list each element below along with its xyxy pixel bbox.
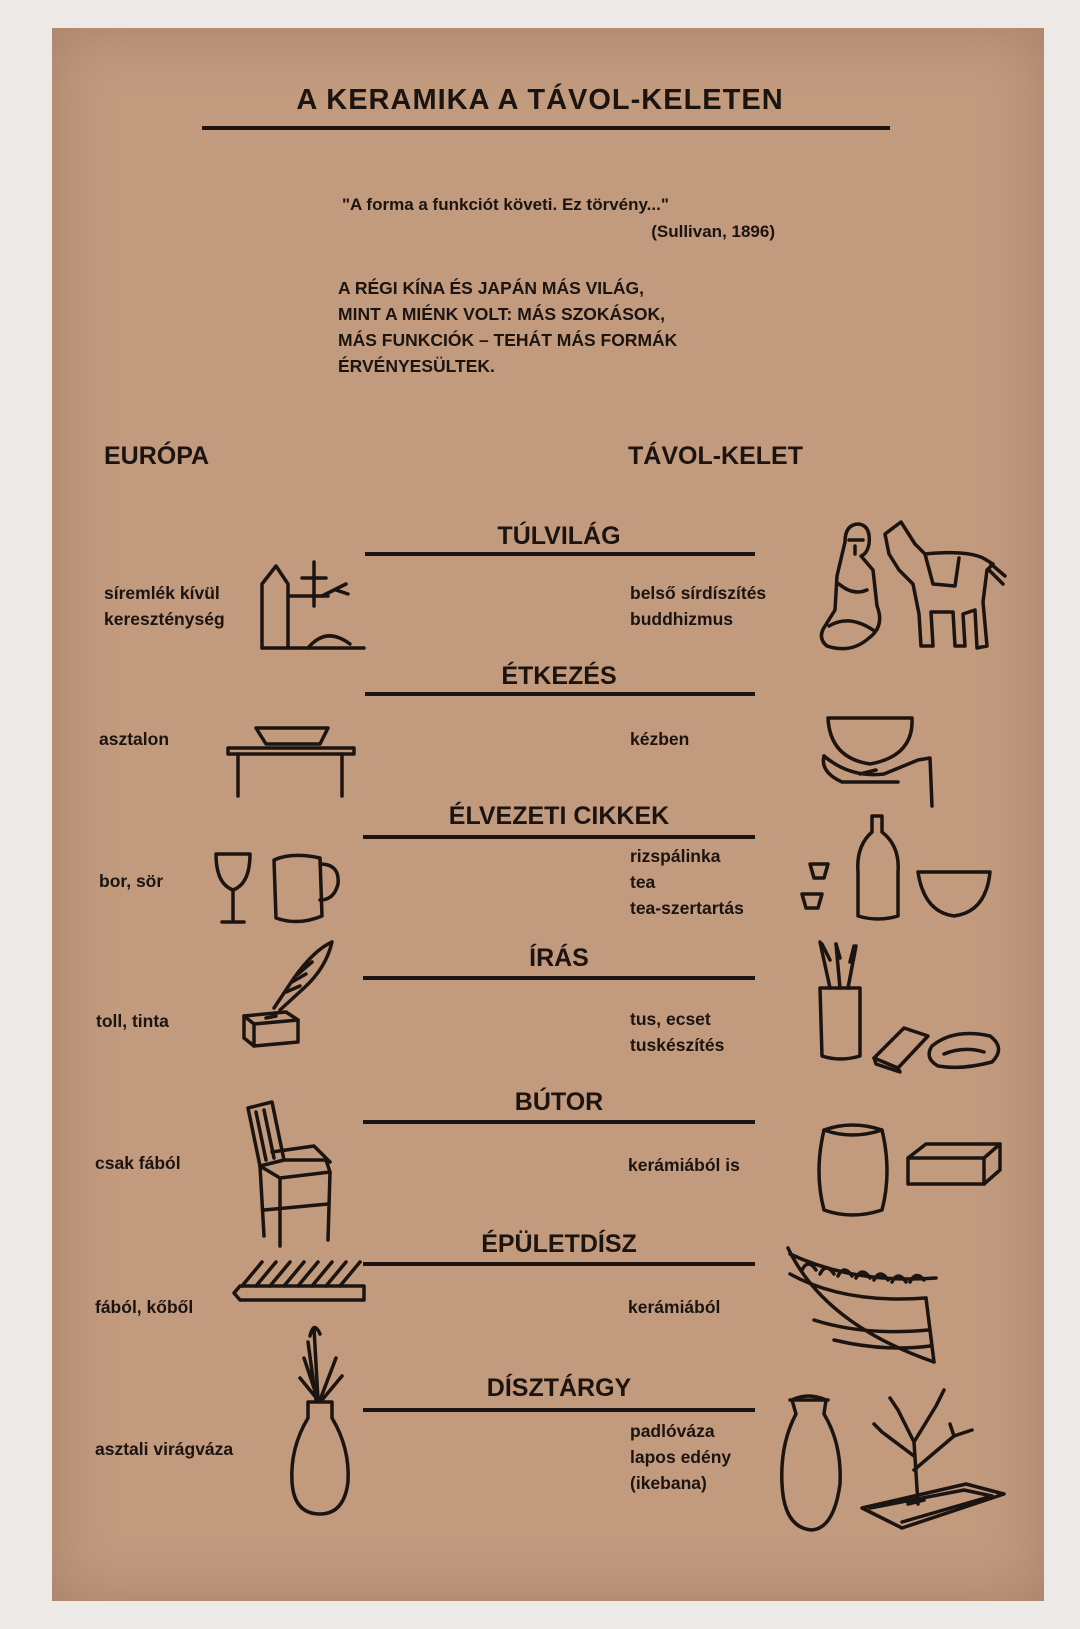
east-label-butor: kerámiából is [628,1155,740,1175]
intro-line: A RÉGI KÍNA ÉS JAPÁN MÁS VILÁG, [338,278,644,298]
europe-label-iras: toll, tinta [96,1011,169,1031]
category-title-iras: ÍRÁS [529,944,589,972]
east-label-tulvilag: belső sírdíszítés buddhizmus [630,583,767,629]
europe-label-butor: csak fából [95,1153,181,1173]
category-title-etkezes: ÉTKEZÉS [501,662,617,690]
roof-tiles-icon [784,1244,940,1368]
bowl-in-hand-icon [820,712,936,810]
intro-line: ÉRVÉNYESÜLTEK. [338,356,495,376]
wood-beam-icon [232,1258,366,1304]
europe-label-epuletdisz: fából, kőből [95,1297,194,1317]
tomb-figures-icon [815,514,1010,664]
east-label-epuletdisz: kerámiából [628,1297,721,1317]
quill-inkwell-icon [240,938,336,1050]
category-rule [363,1262,755,1266]
intro-text [338,275,798,379]
category-rule [365,692,755,696]
category-rule [365,552,755,556]
category-title-butor: BÚTOR [514,1088,604,1116]
east-label-dísztargy: padlóváza lapos edény (ikebana) [630,1421,732,1493]
category-title-tulvilag: TÚLVILÁG [497,522,621,550]
grave-cross-icon [258,556,368,652]
category-rule [363,835,755,839]
europe-label-dísztargy: asztali virágváza [95,1439,234,1459]
title-underline [202,126,890,130]
category-rule [363,1408,755,1412]
column-heading-europe: EURÓPA [104,442,210,470]
table-icon [224,726,358,798]
wine-glass-mug-icon [212,850,352,926]
column-heading-far-east: TÁVOL-KELET [628,442,803,470]
category-rule [363,1120,755,1124]
chair-icon [244,1100,340,1250]
category-rule [363,976,755,980]
east-label-elvezeti-cikkek: rizspálinka tea tea-szertartás [630,846,744,918]
east-label-etkezes: kézben [630,729,690,749]
europe-label-elvezeti-cikkek: bor, sör [99,871,164,891]
bottle-cups-bowl-icon [800,812,1000,924]
flower-vase-icon [286,1318,356,1518]
page-title: A KERAMIKA A TÁVOL-KELETEN [296,84,784,116]
east-label-iras: tus, ecset tuskészítés [630,1009,725,1055]
category-title-elvezeti-cikkek: ÉLVEZETI CIKKEK [448,802,670,830]
europe-label-etkezes: asztalon [99,729,170,749]
brush-pot-ink-stone-icon [814,938,1004,1072]
intro-line: MÁS FUNKCIÓK – TEHÁT MÁS FORMÁK [338,330,678,350]
intro-line: MINT A MIÉNK VOLT: MÁS SZOKÁSOK, [338,304,665,324]
category-title-dísztargy: DÍSZTÁRGY [486,1374,632,1402]
floor-vase-ikebana-icon [778,1384,1006,1534]
europe-label-tulvilag: síremlék kívül kereszténység [104,583,225,629]
quote: "A forma a funkciót követi. Ez törvény..." [342,195,669,214]
category-title-epuletdisz: ÉPÜLETDÍSZ [481,1230,637,1258]
quote-attribution: (Sullivan, 1896) [651,222,775,241]
ceramic-stool-icon [812,1122,1006,1218]
